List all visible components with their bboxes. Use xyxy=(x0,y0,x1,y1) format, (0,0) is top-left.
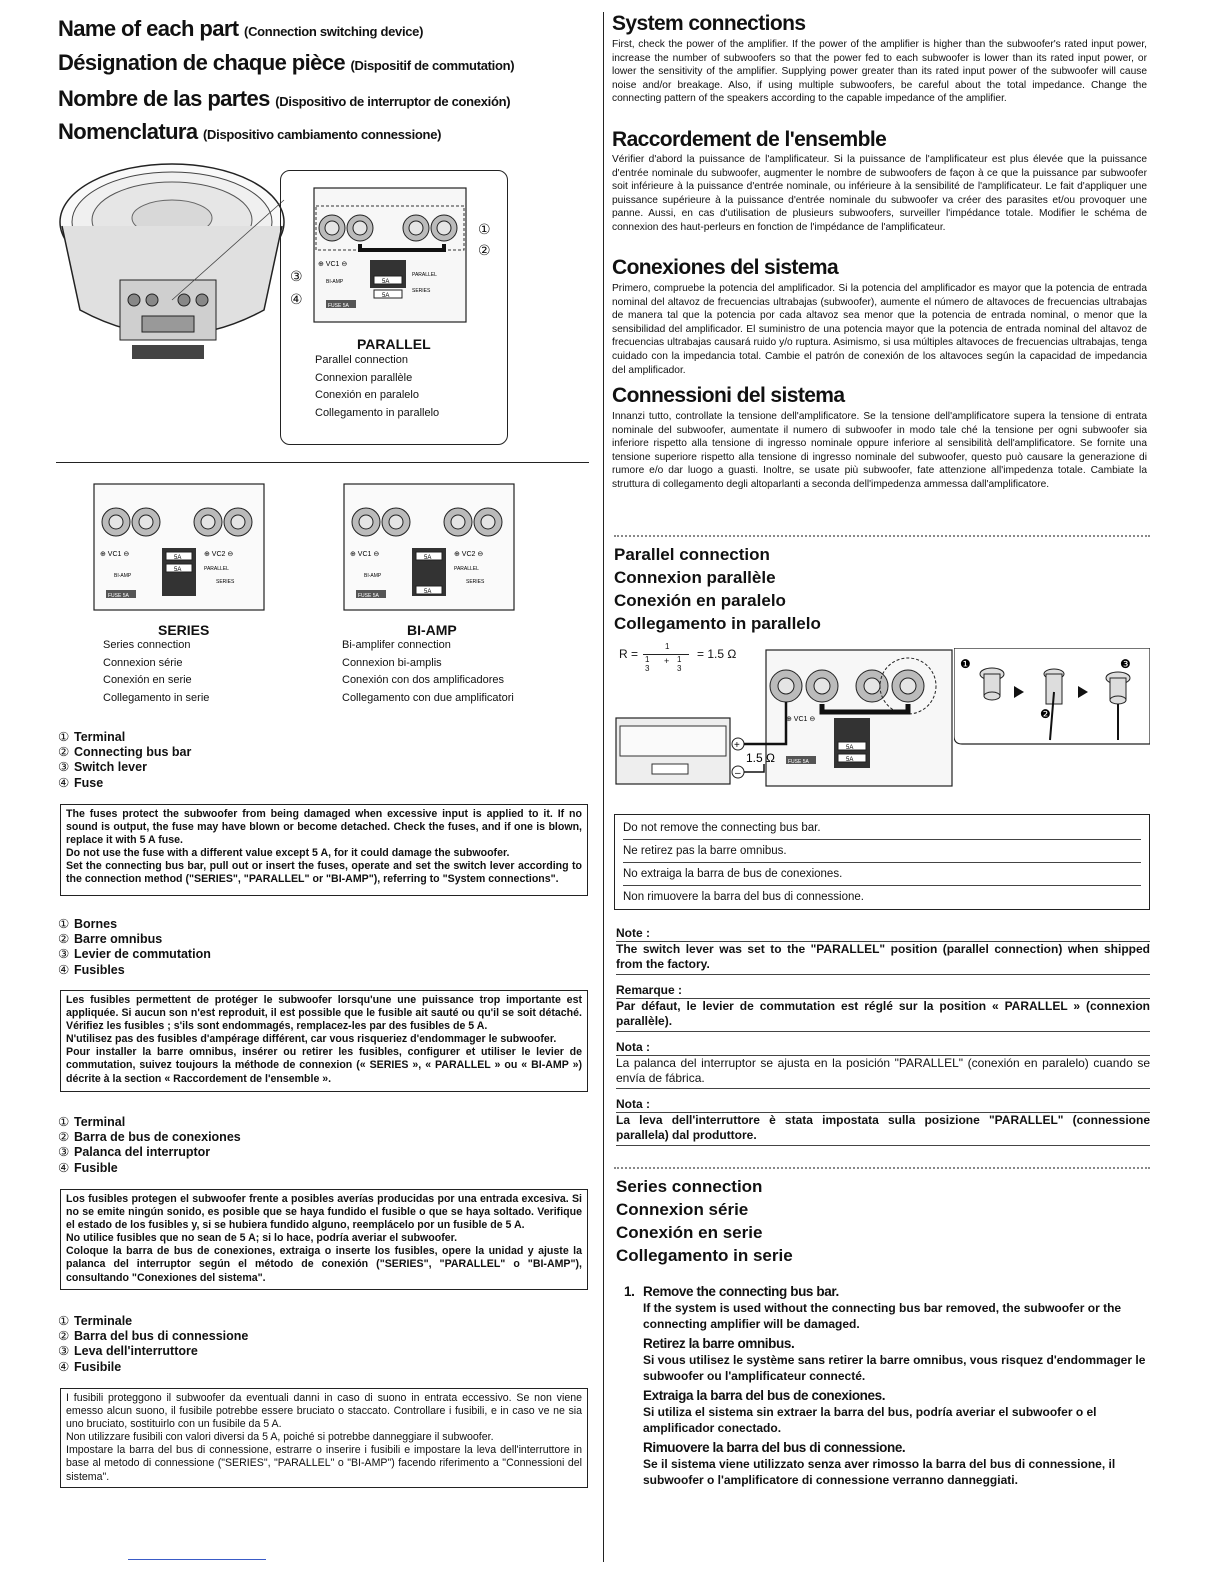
step-1-block xyxy=(643,1283,1148,1488)
system-connections-body-en: First, check the power of the amplifier. If the power of the amplifier is higher than the subwoofer's rated input power, increase the number of subwoofers so that the power fed to each subwoofer is lower than its rated input power, or lower the sensitivity of the amplifier. Supplying power greater than its rated input power of the subwoofer will cause noise and/or breakage. Also, if using multiple subwoofers, be careful about the total impedance. Change the connecting pattern of the speakers according to the capable impedance of the amplifier. xyxy=(612,39,1147,105)
step-body-fr: Si vous utilisez le système sans retirer la barre omnibus, vous risquez d'endommager le subwoofer ou l'amplificateur connecté. xyxy=(643,1353,1146,1383)
biamp-captions: Bi-amplifer connection Connexion bi-amplis Conexión con dos amplificadores Collegamento con due amplificatori xyxy=(342,639,514,704)
series-connection-headings: Series connection Connexion série Conexión en serie Collegamento in serie xyxy=(616,1177,793,1265)
left-divider xyxy=(56,462,589,463)
series-fuse-label: 5A xyxy=(174,555,182,561)
system-connections-title-fr: Raccordement de l'ensemble xyxy=(612,128,887,151)
series-switch-label: SERIES xyxy=(412,288,431,294)
diagram-fuse-label-2: 5A xyxy=(846,757,854,763)
parts-list-fr: ① Bornes ② Barre omnibus ③ Levier de commutation ④ Fusibles xyxy=(58,917,211,977)
parallel-connection-headings: Parallel connection Connexion parallèle Conexión en paralelo Collegamento in parallelo xyxy=(614,545,821,633)
fuse-note-en: The fuses protect the subwoofer from being damaged when excessive input is applied to it. If no sound is output, the fuse may have blown or become detached. Check the fuses, and if one is blown, replace it with 5 A fuse. Do not use the fuse with a different value except 5 A, for it could damage the subwoofer. Set the connecting bus bar, pull out or insert the fuses, operate and set the switch lever according to the connection method ("SERIES", "PARALLEL" or "BI-AMP"), referring to "System connections". xyxy=(60,804,588,896)
column-divider xyxy=(603,12,604,1562)
fuse-label: 5A xyxy=(382,279,390,285)
note-label-es: Nota : xyxy=(616,1040,1150,1056)
parallel-terminal-panel xyxy=(312,186,468,326)
biamp-fuse-label: 5A xyxy=(424,555,432,561)
section-divider-2 xyxy=(614,1167,1150,1169)
step-heading-en: Remove the connecting bus bar. xyxy=(643,1284,839,1299)
positive-icon: + xyxy=(734,740,740,751)
step-body-en: If the system is used without the connecting bus bar removed, the subwoofer or the connecting amplifier will be damaged. xyxy=(643,1301,1122,1331)
system-connections-title-it: Connessioni del sistema xyxy=(612,384,845,407)
parallel-captions: Parallel connection Connexion parallèle Conexión en paralelo Collegamento in parallelo xyxy=(315,354,440,419)
terminal-steps-diagram xyxy=(954,648,1150,746)
system-connections-title-es: Conexiones del sistema xyxy=(612,256,839,279)
diagram-fuse-label: 5A xyxy=(846,745,854,751)
step-number: 1. xyxy=(624,1284,635,1299)
heading-it: Nomenclatura (Dispositivo cambiamento connessione) xyxy=(58,119,442,144)
biamp-fuse-rating: FUSE 5A xyxy=(358,593,379,599)
step-2-icon: ❷ xyxy=(1040,707,1051,721)
step-body-it: Se il sistema viene utilizzato senza aver rimosso la barra del bus di connessione, il subwoofer o l'amplificatore di connessione verranno danneggiati. xyxy=(643,1457,1116,1487)
callout-2: ② xyxy=(478,242,491,258)
series-fuse-label-2: 5A xyxy=(174,567,182,573)
fuse-label-2: 5A xyxy=(382,293,390,299)
fuse-note-fr: Les fusibles permettent de protéger le subwoofer lorsqu'une une puissance trop importante est appliquée. Si aucun son n'est reproduit, il est possible que le fusible ait sauté ou qu'il se soit détaché. Vérifiez les fusibles ; s'ils sont endommagés, remplacez-les par des fusibles de 5 A. N'utilisez pas des fusibles d'ampérage différent, car vous risqueriez d'endommager le subwoofer. Pour installer la barre omnibus, insérer ou retirer les fusibles, configurer et utiliser le levier de commutation, suivez toujours la méthode de connexion (« SERIES », « PARALLEL » ou « BI-AMP ») décrite à la section « Raccordement de l'ensemble ». xyxy=(60,990,588,1092)
step-heading-fr: Retirez la barre omnibus. xyxy=(643,1336,795,1351)
series-vc1-label: ⊕ VC1 ⊖ xyxy=(100,551,130,558)
system-connections-body-es: Primero, compruebe la potencia del amplificador. Si la potencia del amplificador es mayor que la potencia de entrada nominal del altavoz de frecuencias ultrabajas (subwoofer), aumente el número de altavoces de frecuencias ultrabajas de manera tal que la potencia por cada altavoz sea menor que la potencia de entrada nominal, o menor que la sensibilidad del amplificador. El suministro de una potencia mayor que la potencia de entrada nominal del altavoz de frecuencias ultrabajas causará ruido y/o ruptura. Asimismo, si usa múltiples altavoces de frecuencias ultrabajas, tenga cuidado con la impedancia total. Cambie el patrón de conexión de los altavoces según la capacidad de impedancia del amplificador. xyxy=(612,283,1147,376)
negative-icon: – xyxy=(735,768,741,779)
biamp-vc1-label: ⊕ VC1 ⊖ xyxy=(350,551,380,558)
series-terminal-panel xyxy=(92,482,266,614)
series-series-label: SERIES xyxy=(216,579,235,585)
fuse-note-it: I fusibili proteggono il subwoofer da eventuali danni in caso di suono in entrata eccessivo. Se non viene emesso alcun suono, il fusibile potrebbe essere bruciato o staccato. Controllare i fusibili, e in caso ve ne sia uno bruciato, sostituirlo con un fusibile da 5 A. Non utilizzare fusibili con valori diversi da 5 A, poiché si potrebbe danneggiare il subwoofer. Impostare la barra del bus di connessione, estrarre o inserire i fusibili e impostare la leva dell'interruttore in base al metodo di connessione ("SERIES", "PARALLEL" o "BI-AMP") facendo riferimento a "Connessioni del sistema". xyxy=(60,1388,588,1488)
system-connections-body-it: Innanzi tutto, controllate la tensione dell'amplificatore. Se la tensione dell'amplificatore supera la tensione di entrata nominale del subwoofer, aumentate il numero di subwoofer in modo tale ché la tensione per ogni subwoofer sia inferiore rispetto alla tensione di ingresso nominale oppure inferiore al sensibilità dell'amplificatore. Se fornite una tensione superiore rispetto alla tensione di ingresso nominale del subwoofer, questo può causare la generazione di rumore e/o dar luogo a guasti. Inoltre, se usate più subwoofer, fate attenzione all'impedenza totale. Cambiate la struttura di collegamento degli altoparlanti a seconda dell'impedenza ammessa dall'amplificatore. xyxy=(612,411,1147,490)
system-connections-body-fr: Vérifier d'abord la puissance de l'amplificateur. Si la puissance de l'amplificateur est plus élevée que la puissance d'entrée nominale du subwoofer, augmenter le nombre de subwoofers de façon à ce que la puissance par subwoofer soit inférieure à la puissance d'entrée nominale, ou inférieure à la sensibilité de l'amplificateur. Le fait d'appliquer une puissance supérieure à la puissance d'entrée nominale du subwoofer va créer des parasites et/ou provoquer une panne. Aussi, en cas d'utilisation de plusieurs subwoofers, surveiller l'impédance totale. Modifier le schéma de connexion des haut-perleurs en fonction de l'impédance de l'amplificateur. xyxy=(612,154,1147,233)
biamp-series-label: SERIES xyxy=(466,579,485,585)
bus-bar-warning-box: Do not remove the connecting bus bar. Ne retirez pas la barre omnibus. No extraiga la barra de bus de conexiones. Non rimuovere la barra del bus di connessione. xyxy=(614,814,1150,910)
section-divider-1 xyxy=(614,535,1150,537)
series-parallel-label: PARALLEL xyxy=(204,566,229,572)
series-vc2-label: ⊕ VC2 ⊖ xyxy=(204,551,234,558)
impedance-formula: R = 1 1 + 1 3 3 = 1.5 Ω xyxy=(619,642,737,673)
vc1-label: ⊕ VC1 ⊖ xyxy=(318,261,348,268)
callout-4: ④ xyxy=(290,291,303,307)
series-fuse-rating: FUSE 5A xyxy=(108,593,129,599)
biamp-terminal-panel xyxy=(342,482,516,614)
note-text-en: The switch lever was set to the "PARALLEL" position (parallel connection) when shipped from the factory. xyxy=(616,942,1150,975)
biamp-title: BI-AMP xyxy=(407,622,457,638)
series-captions: Series connection Connexion série Conexión en serie Collegamento in serie xyxy=(103,639,210,704)
subwoofer-illustration xyxy=(52,160,292,370)
impedance-value: 1.5 Ω xyxy=(746,751,775,765)
parallel-title: PARALLEL xyxy=(357,336,431,352)
system-connections-title-en: System connections xyxy=(612,12,806,35)
step-3-icon: ❸ xyxy=(1120,657,1131,671)
note-text-it: La leva dell'interruttore è stata impostata sulla posizione "PARALLEL" (connessione parallela) dal produttore. xyxy=(616,1113,1150,1146)
note-label-en: Note : xyxy=(616,926,1150,942)
parallel-switch-label: PARALLEL xyxy=(412,272,437,278)
callout-3: ③ xyxy=(290,268,303,284)
note-label-it: Nota : xyxy=(616,1097,1150,1113)
diagram-vc1-label: ⊕ VC1 ⊖ xyxy=(786,716,816,723)
series-title: SERIES xyxy=(158,622,210,638)
parallel-wiring-diagram xyxy=(614,646,954,792)
heading-fr: Désignation de chaque pièce (Dispositif de commutation) xyxy=(58,50,515,75)
diagram-fuse-rating: FUSE 5A xyxy=(788,759,809,765)
callout-1: ① xyxy=(478,221,491,237)
biamp-switch-label: BI-AMP xyxy=(326,279,344,285)
fuse-rating-label: FUSE 5A xyxy=(328,303,349,309)
biamp-vc2-label: ⊕ VC2 ⊖ xyxy=(454,551,484,558)
parts-list-en: ① Terminal ② Connecting bus bar ③ Switch lever ④ Fuse xyxy=(58,730,192,790)
notes-block xyxy=(616,926,1150,1146)
note-text-fr: Par défaut, le levier de commutation est réglé sur la position « PARALLEL » (connexion parallèle). xyxy=(616,999,1150,1032)
heading-en: Name of each part (Connection switching device) xyxy=(58,16,424,41)
note-label-fr: Remarque : xyxy=(616,983,1150,999)
note-text-es: La palanca del interruptor se ajusta en la posición "PARALLEL" (conexión en paralelo) cuando se envía de fábrica. xyxy=(616,1056,1150,1089)
step-1-icon: ❶ xyxy=(960,657,971,671)
step-heading-it: Rimuovere la barra del bus di connessione. xyxy=(643,1440,906,1455)
step-heading-es: Extraiga la barra del bus de conexiones. xyxy=(643,1388,886,1403)
parts-list-it: ① Terminale ② Barra del bus di connessione ③ Leva dell'interruttore ④ Fusibile xyxy=(58,1314,249,1374)
step-body-es: Si utiliza el sistema sin extraer la barra del bus, podría averiar el subwoofer o el amplificador conectado. xyxy=(643,1405,1097,1435)
heading-es: Nombre de las partes (Dispositivo de interruptor de conexión) xyxy=(58,86,511,111)
fuse-note-es: Los fusibles protegen el subwoofer frente a posibles averías producidas por una entrada excesiva. Si no se emite ningún sonido, es posible que se haya fundido el fusible o que se haya soltado. Verifique el estado de los fusibles y, si se hubiera fundido alguno, reemplácelo por un fusible de 5 A. No utilice fusibles que no sean de 5 A; si lo hace, podría averiar el subwoofer. Coloque la barra de bus de conexiones, extraiga o inserte los fusibles, opere la unidad y ajuste la palanca del interruptor según el método de conexión ("SERIES", "PARALLEL" o "BI-AMP"), consultando "Conexiones del sistema". xyxy=(60,1189,588,1290)
parts-list-es: ① Terminal ② Barra de bus de conexiones ③ Palanca del interruptor ④ Fusible xyxy=(58,1115,241,1175)
series-biamp-label: BI-AMP xyxy=(114,573,132,579)
biamp-parallel-label: PARALLEL xyxy=(454,566,479,572)
biamp-biamp-label: BI-AMP xyxy=(364,573,382,579)
footer-rule xyxy=(128,1559,266,1560)
biamp-fuse-label-2: 5A xyxy=(424,589,432,595)
